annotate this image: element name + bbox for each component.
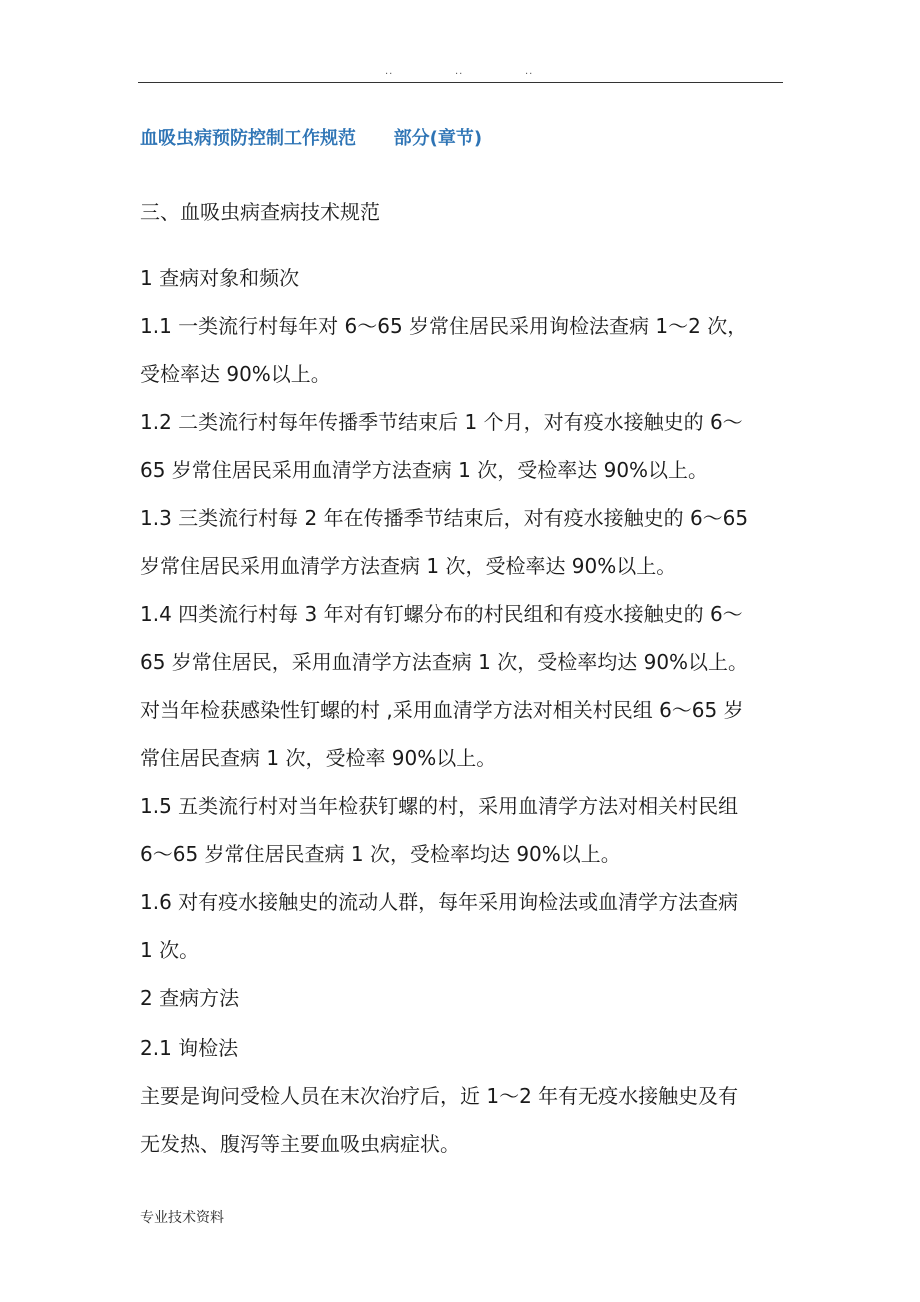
body-line: 受检率达 90%以上。 (140, 362, 331, 386)
body-line: 1.2 二类流行村每年传播季节结束后 1 个月，对有疫水接触史的 6～ (140, 410, 743, 434)
body-line: 对当年检获感染性钉螺的村 ,采用血清学方法对相关村民组 6～65 岁 (140, 698, 744, 722)
body-line: 常住居民查病 1 次，受检率 90%以上。 (140, 746, 497, 770)
body-line: 1.5 五类流行村对当年检获钉螺的村，采用血清学方法对相关村民组 (140, 794, 739, 818)
body-line: 1.1 一类流行村每年对 6～65 岁常住居民采用询检法查病 1～2 次， (140, 314, 748, 338)
body-line: 1 查病对象和频次 (140, 266, 300, 290)
body-line: 1 次。 (140, 938, 200, 962)
header-dot-mark: .. (385, 66, 394, 77)
body-line: 2 查病方法 (140, 986, 240, 1010)
body-line: 2.1 询检法 (140, 1036, 239, 1060)
document-title: 血吸虫病预防控制工作规范 部分(章节) (140, 128, 483, 149)
body-line: 65 岁常住居民，采用血清学方法查病 1 次，受检率均达 90%以上。 (140, 650, 749, 674)
body-line: 1.4 四类流行村每 3 年对有钉螺分布的村民组和有疫水接触史的 6～ (140, 602, 743, 626)
body-line: 1.3 三类流行村每 2 年在传播季节结束后，对有疫水接触史的 6～65 (140, 506, 749, 530)
page-footer: 专业技术资料 (140, 1210, 224, 1226)
section-heading: 三、血吸虫病查病技术规范 (140, 200, 380, 224)
body-line: 主要是询问受检人员在末次治疗后，近 1～2 年有无疫水接触史及有 (140, 1084, 739, 1108)
body-line: 1.6 对有疫水接触史的流动人群，每年采用询检法或血清学方法查病 (140, 890, 739, 914)
body-line: 65 岁常住居民采用血清学方法查病 1 次，受检率达 90%以上。 (140, 458, 709, 482)
header-dot-mark: .. (455, 66, 464, 77)
header-dot-mark: .. (525, 66, 534, 77)
body-line: 岁常住居民采用血清学方法查病 1 次，受检率达 90%以上。 (140, 554, 677, 578)
body-line: 6～65 岁常住居民查病 1 次，受检率均达 90%以上。 (140, 842, 621, 866)
header-rule (138, 82, 783, 83)
body-line: 无发热、腹泻等主要血吸虫病症状。 (140, 1132, 460, 1156)
